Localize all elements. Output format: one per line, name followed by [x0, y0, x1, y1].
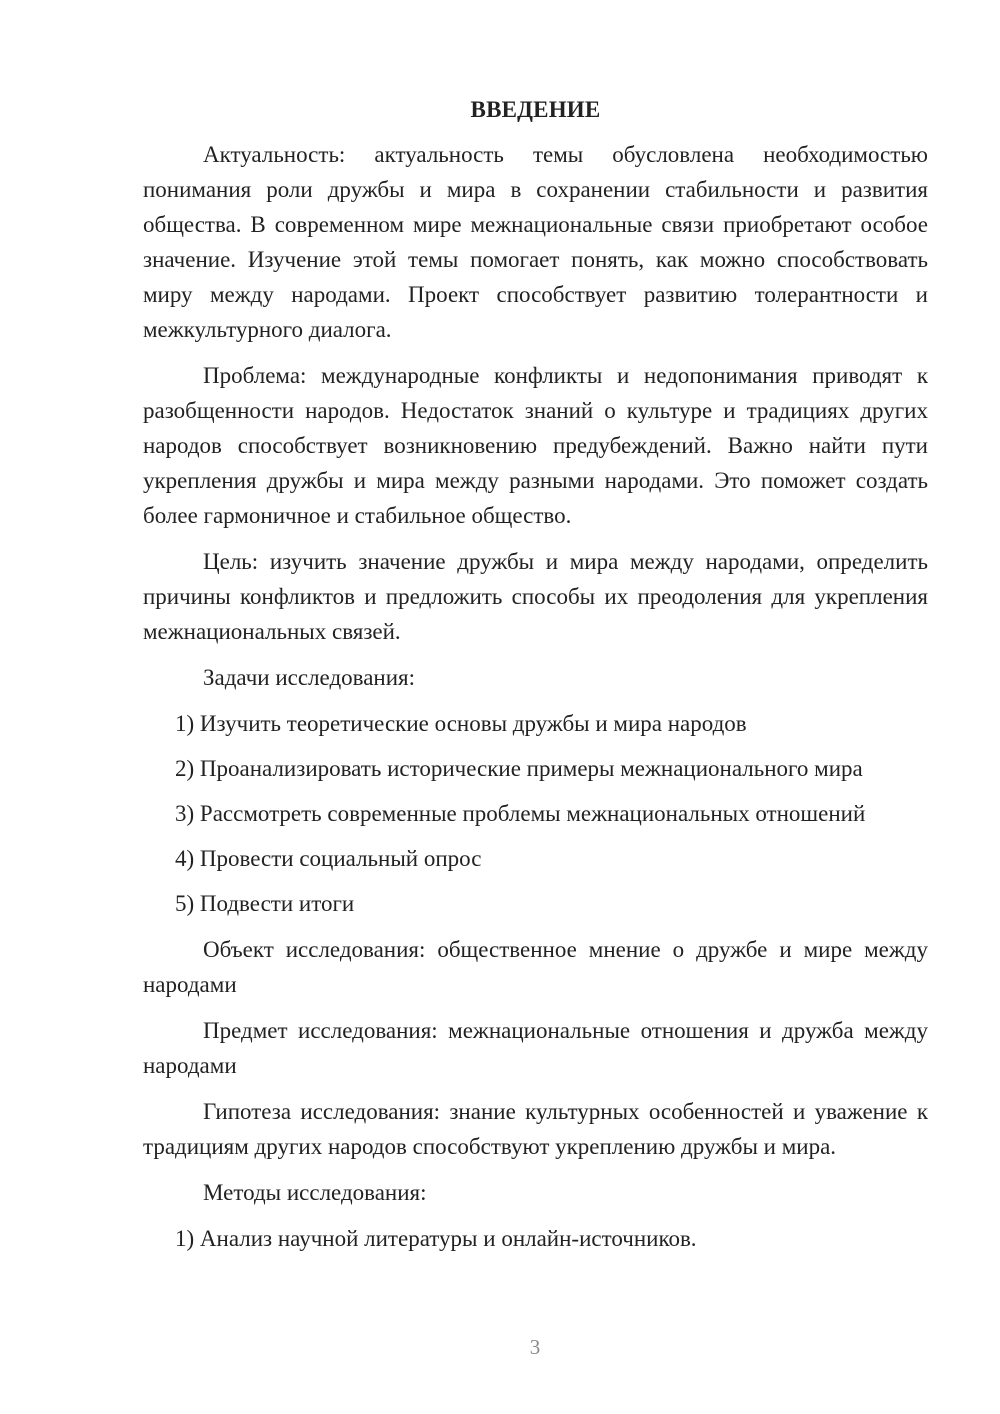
methods-heading: Методы исследования: — [203, 1180, 427, 1205]
goal-paragraph: Цель: изучить значение дружбы и мира между народами, определить причины конфликтов и предложить способы их преодоления для укрепления межнациональных связей. — [143, 549, 928, 644]
hypothesis-paragraph: Гипотеза исследования: знание культурных особенностей и уважение к традициям других народов способствуют укреплению дружбы и мира. — [143, 1099, 928, 1159]
tasks-heading: Задачи исследования: — [203, 665, 416, 690]
methods-list — [143, 1221, 928, 1256]
page-title: ВВЕДЕНИЕ — [470, 97, 601, 122]
relevance-paragraph: Актуальность: актуальность темы обусловлена необходимостью понимания роли дружбы и мира в сохранении стабильности и развития общества. В современном мире межнациональные связи приобретают особое значение. Изучение этой темы помогает понять, как можно способствовать миру между народами. Проект способствует развитию толерантности и межкультурного диалога. — [143, 142, 928, 342]
list-item: 1) Анализ научной литературы и онлайн-источников. — [175, 1226, 697, 1251]
problem-paragraph: Проблема: международные конфликты и недопонимания приводят к разобщенности народов. Недостаток знаний о культуре и традициях других народов способствует возникновению предубеждений. Важно найти пути укрепления дружбы и мира между разными народами. Это поможет создать более гармоничное и стабильное общество. — [143, 363, 928, 528]
subject-paragraph: Предмет исследования: межнациональные отношения и дружба между народами — [143, 1018, 928, 1078]
tasks-list — [143, 706, 928, 921]
object-paragraph: Объект исследования: общественное мнение о дружбе и мире между народами — [143, 937, 928, 997]
list-item: 2) Проанализировать исторические примеры межнационального мира — [175, 756, 863, 781]
list-item: 1) Изучить теоретические основы дружбы и мира народов — [175, 711, 747, 736]
page-number: 3 — [529, 1335, 541, 1359]
list-item: 4) Провести социальный опрос — [175, 846, 482, 871]
list-item: 5) Подвести итоги — [175, 891, 355, 916]
list-item: 3) Рассмотреть современные проблемы межнациональных отношений — [175, 801, 866, 826]
page-content — [143, 92, 928, 1267]
